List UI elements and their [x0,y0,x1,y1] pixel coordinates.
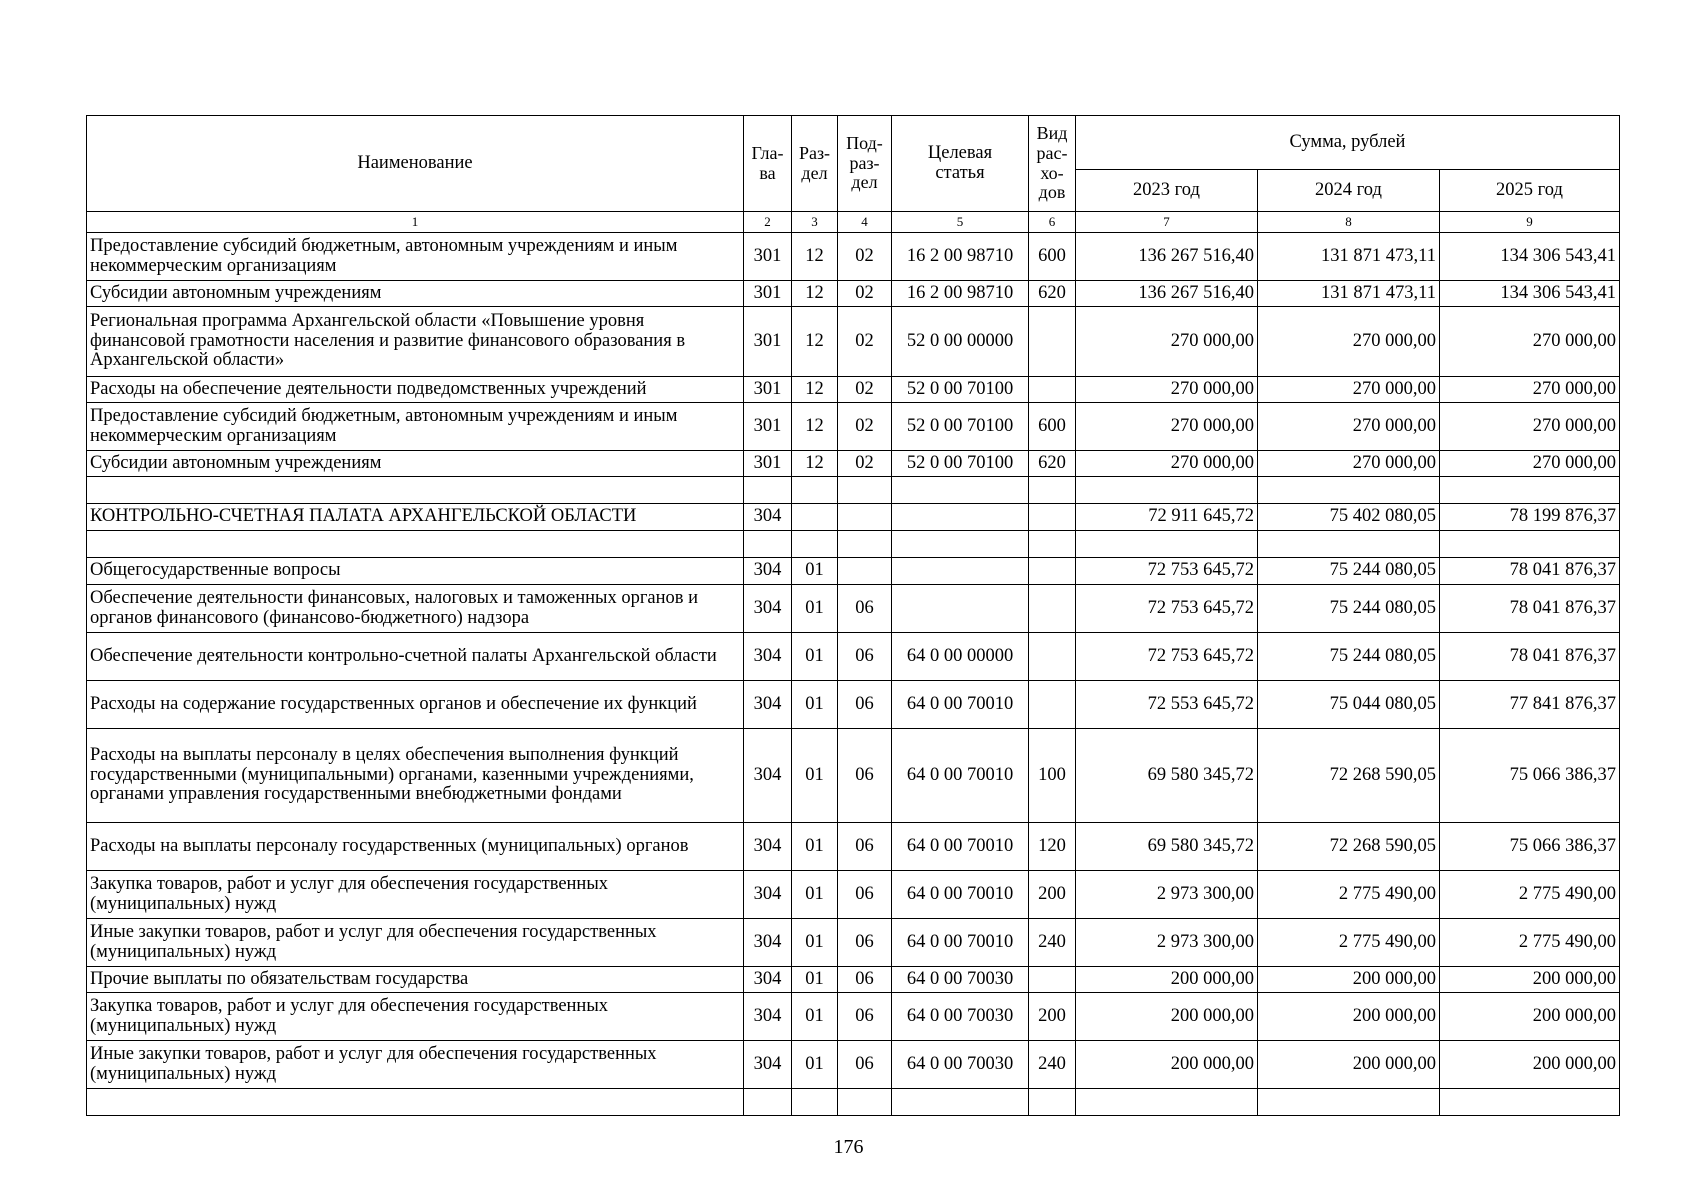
row-amount-2023: 2 973 300,00 [1076,919,1258,967]
row-amount-2023: 136 267 516,40 [1076,281,1258,307]
row-podrazdel [838,504,892,531]
row-celevaya-statya [892,531,1029,558]
col-number-9: 9 [1440,212,1620,233]
row-amount-2025: 78 041 876,37 [1440,585,1620,633]
row-razdel: 01 [792,1041,838,1089]
row-amount-2025 [1440,1089,1620,1116]
row-vid-rashodov: 620 [1029,281,1076,307]
header-razdel-text: Раз- дел [798,142,831,183]
row-vid-rashodov [1029,307,1076,377]
header-podrazdel-text: Под- раз- дел [846,132,883,193]
row-amount-2023 [1076,531,1258,558]
row-amount-2024: 72 268 590,05 [1258,823,1440,871]
row-celevaya-statya: 64 0 00 70010 [892,871,1029,919]
header-glava-text: Гла- ва [751,142,784,183]
row-amount-2025: 200 000,00 [1440,967,1620,993]
row-vid-rashodov [1029,967,1076,993]
row-glava: 301 [744,451,792,477]
row-amount-2023: 72 553 645,72 [1076,681,1258,729]
row-glava: 304 [744,504,792,531]
col-number-6: 6 [1029,212,1076,233]
header-name: Наименование [87,116,744,212]
row-amount-2024: 75 244 080,05 [1258,633,1440,681]
row-celevaya-statya: 52 0 00 70100 [892,377,1029,403]
row-amount-2025: 134 306 543,41 [1440,281,1620,307]
row-vid-rashodov [1029,477,1076,504]
row-celevaya-statya: 52 0 00 00000 [892,307,1029,377]
row-amount-2024 [1258,1089,1440,1116]
row-amount-2024 [1258,477,1440,504]
row-amount-2023: 72 753 645,72 [1076,558,1258,585]
row-vid-rashodov [1029,681,1076,729]
row-vid-rashodov [1029,504,1076,531]
table-row [87,531,1620,558]
row-amount-2023: 2 973 300,00 [1076,871,1258,919]
table-row [87,823,1620,871]
row-amount-2025: 270 000,00 [1440,377,1620,403]
row-razdel: 01 [792,558,838,585]
row-celevaya-statya: 16 2 00 98710 [892,233,1029,281]
header-vid-rashodov [1029,116,1076,212]
row-amount-2023: 136 267 516,40 [1076,233,1258,281]
row-podrazdel: 06 [838,967,892,993]
row-amount-2025 [1440,531,1620,558]
row-glava: 304 [744,823,792,871]
table-row [87,307,1620,377]
row-amount-2025: 77 841 876,37 [1440,681,1620,729]
row-amount-2025: 2 775 490,00 [1440,919,1620,967]
row-podrazdel [838,1089,892,1116]
row-amount-2024 [1258,531,1440,558]
row-glava: 304 [744,585,792,633]
col-number-8: 8 [1258,212,1440,233]
row-amount-2023: 200 000,00 [1076,993,1258,1041]
row-razdel: 01 [792,993,838,1041]
row-razdel [792,504,838,531]
table-body [87,233,1620,1116]
table-row [87,967,1620,993]
row-amount-2024: 2 775 490,00 [1258,871,1440,919]
row-razdel: 12 [792,281,838,307]
row-vid-rashodov: 200 [1029,871,1076,919]
row-celevaya-statya: 64 0 00 00000 [892,633,1029,681]
table-row [87,1089,1620,1116]
row-vid-rashodov [1029,558,1076,585]
header-podrazdel [838,116,892,212]
row-podrazdel: 06 [838,1041,892,1089]
header-year-2025: 2025 год [1440,170,1620,212]
row-podrazdel: 06 [838,823,892,871]
row-amount-2024: 200 000,00 [1258,967,1440,993]
row-vid-rashodov [1029,633,1076,681]
col-number-1: 1 [87,212,744,233]
row-amount-2024: 131 871 473,11 [1258,233,1440,281]
row-amount-2024: 270 000,00 [1258,451,1440,477]
row-podrazdel: 02 [838,281,892,307]
row-amount-2025: 2 775 490,00 [1440,871,1620,919]
row-razdel: 12 [792,403,838,451]
row-podrazdel: 02 [838,233,892,281]
table-row [87,681,1620,729]
row-razdel: 01 [792,967,838,993]
row-vid-rashodov: 240 [1029,1041,1076,1089]
row-amount-2023: 69 580 345,72 [1076,823,1258,871]
header-vid-text: Вид рас- хо- дов [1036,122,1068,203]
row-glava: 304 [744,993,792,1041]
header-year-2024: 2024 год [1258,170,1440,212]
row-glava: 304 [744,919,792,967]
col-number-4: 4 [838,212,892,233]
row-razdel: 01 [792,633,838,681]
row-celevaya-statya [892,585,1029,633]
row-celevaya-statya: 64 0 00 70010 [892,681,1029,729]
row-name: Расходы на обеспечение деятельности подведомственных учреждений [87,377,744,403]
row-vid-rashodov [1029,377,1076,403]
table-row [87,477,1620,504]
row-name: Региональная программа Архангельской области «Повышение уровня финансовой грамотности населения и развитие финансового образования в Архангельской области» [87,307,744,377]
row-name: Общегосударственные вопросы [87,558,744,585]
row-razdel: 01 [792,919,838,967]
row-amount-2023: 270 000,00 [1076,307,1258,377]
row-podrazdel: 02 [838,451,892,477]
row-podrazdel: 06 [838,633,892,681]
row-vid-rashodov: 600 [1029,233,1076,281]
row-amount-2025: 75 066 386,37 [1440,823,1620,871]
row-amount-2024: 131 871 473,11 [1258,281,1440,307]
row-amount-2023: 72 753 645,72 [1076,585,1258,633]
table-row [87,993,1620,1041]
row-amount-2023 [1076,1089,1258,1116]
row-glava: 304 [744,729,792,823]
table-row [87,729,1620,823]
row-razdel: 01 [792,823,838,871]
row-glava: 304 [744,1041,792,1089]
row-amount-2023: 270 000,00 [1076,377,1258,403]
row-name: Обеспечение деятельности контрольно-счетной палаты Архангельской области [87,633,744,681]
row-razdel: 12 [792,451,838,477]
row-razdel: 12 [792,377,838,403]
row-amount-2023: 72 753 645,72 [1076,633,1258,681]
row-name: Предоставление субсидий бюджетным, автономным учреждениям и иным некоммерческим организациям [87,233,744,281]
row-amount-2025: 270 000,00 [1440,307,1620,377]
row-razdel: 01 [792,585,838,633]
row-podrazdel: 06 [838,681,892,729]
header-summa: Сумма, рублей [1076,116,1620,170]
row-razdel: 12 [792,307,838,377]
row-amount-2024: 2 775 490,00 [1258,919,1440,967]
col-number-2: 2 [744,212,792,233]
header-celevaya-statya [892,116,1029,212]
row-vid-rashodov [1029,585,1076,633]
row-razdel: 01 [792,681,838,729]
row-podrazdel: 06 [838,919,892,967]
row-celevaya-statya: 64 0 00 70030 [892,1041,1029,1089]
row-podrazdel [838,558,892,585]
row-amount-2024: 270 000,00 [1258,307,1440,377]
table-row [87,451,1620,477]
row-vid-rashodov: 200 [1029,993,1076,1041]
row-celevaya-statya: 64 0 00 70030 [892,993,1029,1041]
row-name: Обеспечение деятельности финансовых, налоговых и таможенных органов и органов финансового (финансово-бюджетного) надзора [87,585,744,633]
table-row [87,633,1620,681]
header-year-2023: 2023 год [1076,170,1258,212]
row-name [87,531,744,558]
row-vid-rashodov: 240 [1029,919,1076,967]
row-name: Иные закупки товаров, работ и услуг для обеспечения государственных (муниципальных) нужд [87,1041,744,1089]
row-podrazdel: 06 [838,993,892,1041]
row-amount-2023: 72 911 645,72 [1076,504,1258,531]
row-celevaya-statya: 64 0 00 70010 [892,729,1029,823]
row-name: Субсидии автономным учреждениям [87,281,744,307]
row-amount-2024: 200 000,00 [1258,1041,1440,1089]
row-amount-2023 [1076,477,1258,504]
row-name: КОНТРОЛЬНО-СЧЕТНАЯ ПАЛАТА АРХАНГЕЛЬСКОЙ ОБЛАСТИ [87,504,744,531]
row-vid-rashodov: 600 [1029,403,1076,451]
row-glava [744,477,792,504]
row-name: Расходы на содержание государственных органов и обеспечение их функций [87,681,744,729]
row-amount-2024: 200 000,00 [1258,993,1440,1041]
row-glava: 301 [744,233,792,281]
row-vid-rashodov: 620 [1029,451,1076,477]
row-amount-2025: 134 306 543,41 [1440,233,1620,281]
row-amount-2025: 270 000,00 [1440,403,1620,451]
row-amount-2024: 270 000,00 [1258,377,1440,403]
row-podrazdel: 02 [838,307,892,377]
row-amount-2025: 200 000,00 [1440,993,1620,1041]
row-name: Иные закупки товаров, работ и услуг для обеспечения государственных (муниципальных) нужд [87,919,744,967]
table-row [87,377,1620,403]
row-amount-2025: 270 000,00 [1440,451,1620,477]
row-amount-2024: 75 044 080,05 [1258,681,1440,729]
row-razdel: 01 [792,871,838,919]
row-amount-2023: 69 580 345,72 [1076,729,1258,823]
row-name: Закупка товаров, работ и услуг для обеспечения государственных (муниципальных) нужд [87,993,744,1041]
row-glava: 304 [744,967,792,993]
row-amount-2025: 78 041 876,37 [1440,558,1620,585]
col-number-5: 5 [892,212,1029,233]
row-glava: 301 [744,281,792,307]
row-podrazdel [838,477,892,504]
header-celevaya-text: Целевая статья [927,142,993,183]
row-celevaya-statya: 64 0 00 70010 [892,919,1029,967]
row-vid-rashodov [1029,531,1076,558]
row-celevaya-statya [892,558,1029,585]
row-celevaya-statya: 16 2 00 98710 [892,281,1029,307]
row-amount-2023: 270 000,00 [1076,451,1258,477]
row-name: Расходы на выплаты персоналу государственных (муниципальных) органов [87,823,744,871]
row-amount-2025: 75 066 386,37 [1440,729,1620,823]
row-podrazdel: 02 [838,377,892,403]
row-celevaya-statya: 64 0 00 70010 [892,823,1029,871]
row-celevaya-statya: 52 0 00 70100 [892,403,1029,451]
row-amount-2024: 72 268 590,05 [1258,729,1440,823]
row-razdel: 12 [792,233,838,281]
row-amount-2025: 78 199 876,37 [1440,504,1620,531]
row-podrazdel: 02 [838,403,892,451]
row-name [87,1089,744,1116]
table-row [87,558,1620,585]
col-number-3: 3 [792,212,838,233]
header-glava [744,116,792,212]
row-glava: 304 [744,871,792,919]
row-amount-2023: 270 000,00 [1076,403,1258,451]
row-podrazdel: 06 [838,871,892,919]
row-glava: 301 [744,377,792,403]
row-vid-rashodov: 120 [1029,823,1076,871]
row-amount-2023: 200 000,00 [1076,1041,1258,1089]
row-podrazdel: 06 [838,585,892,633]
row-celevaya-statya [892,477,1029,504]
table-row [87,233,1620,281]
row-vid-rashodov: 100 [1029,729,1076,823]
row-razdel [792,477,838,504]
row-celevaya-statya [892,1089,1029,1116]
row-glava: 304 [744,558,792,585]
row-glava [744,531,792,558]
row-razdel [792,1089,838,1116]
row-glava [744,1089,792,1116]
row-razdel [792,531,838,558]
row-amount-2024: 270 000,00 [1258,403,1440,451]
budget-table [86,115,1620,1116]
page-number: 176 [833,1136,864,1158]
row-name [87,477,744,504]
table-row [87,919,1620,967]
row-name: Расходы на выплаты персоналу в целях обеспечения выполнения функций государственными (муниципальными) органами, казенными учреждениями, органами управления государственными внебюджетными фондами [87,729,744,823]
row-razdel: 01 [792,729,838,823]
row-glava: 301 [744,403,792,451]
row-amount-2025: 200 000,00 [1440,1041,1620,1089]
row-glava: 304 [744,681,792,729]
col-number-7: 7 [1076,212,1258,233]
row-celevaya-statya: 64 0 00 70030 [892,967,1029,993]
table-row [87,504,1620,531]
table-row [87,1041,1620,1089]
row-glava: 301 [744,307,792,377]
row-name: Предоставление субсидий бюджетным, автономным учреждениям и иным некоммерческим организациям [87,403,744,451]
table-row [87,281,1620,307]
row-amount-2023: 200 000,00 [1076,967,1258,993]
row-name: Закупка товаров, работ и услуг для обеспечения государственных (муниципальных) нужд [87,871,744,919]
row-vid-rashodov [1029,1089,1076,1116]
table-row [87,585,1620,633]
row-name: Субсидии автономным учреждениям [87,451,744,477]
row-celevaya-statya: 52 0 00 70100 [892,451,1029,477]
row-amount-2025 [1440,477,1620,504]
table-row [87,871,1620,919]
row-name: Прочие выплаты по обязательствам государства [87,967,744,993]
row-podrazdel [838,531,892,558]
header-razdel [792,116,838,212]
row-celevaya-statya [892,504,1029,531]
row-glava: 304 [744,633,792,681]
row-amount-2024: 75 402 080,05 [1258,504,1440,531]
row-amount-2025: 78 041 876,37 [1440,633,1620,681]
row-amount-2024: 75 244 080,05 [1258,558,1440,585]
table-row [87,403,1620,451]
row-amount-2024: 75 244 080,05 [1258,585,1440,633]
row-podrazdel: 06 [838,729,892,823]
